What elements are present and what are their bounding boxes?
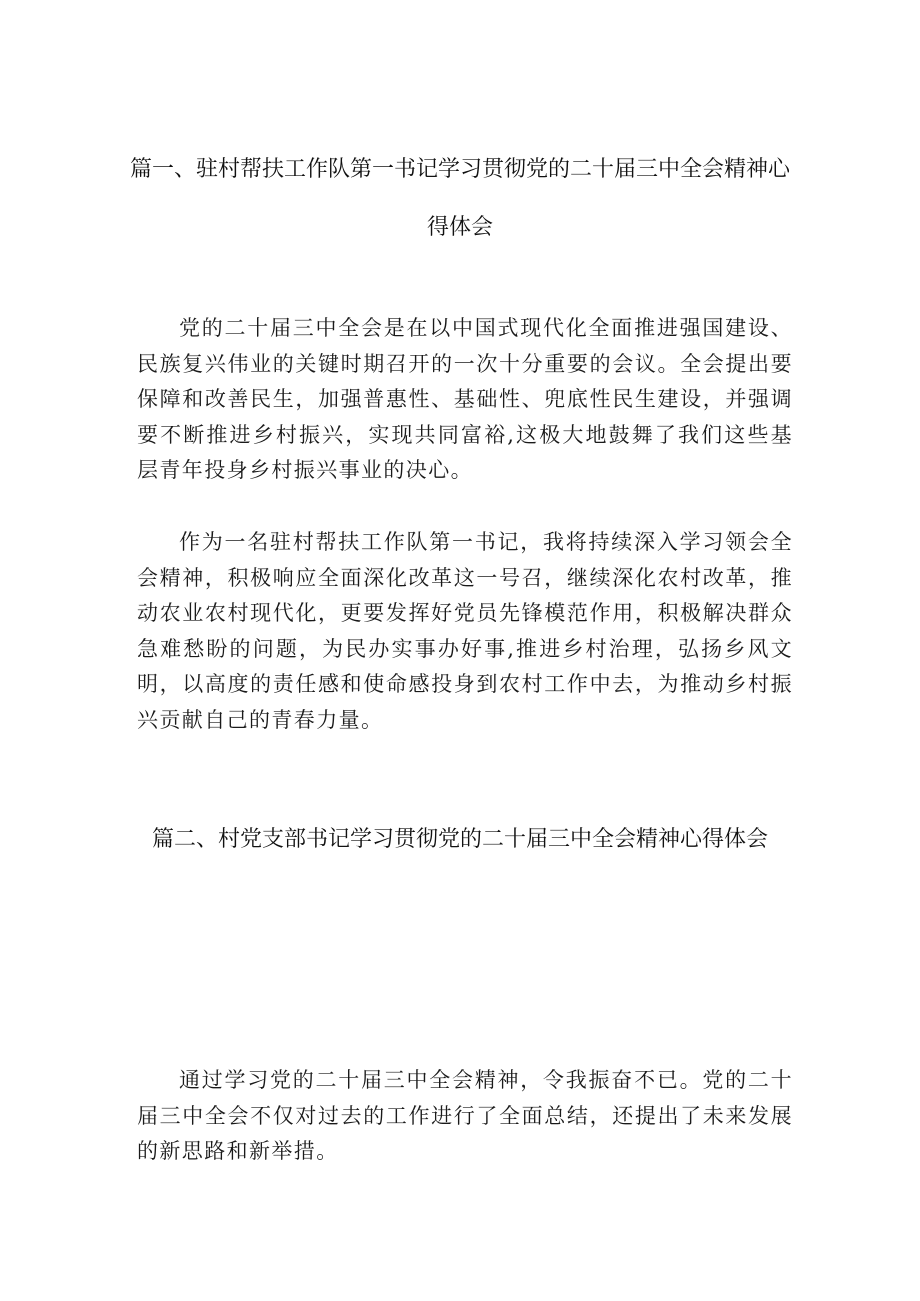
section-1-paragraph-1: 党的二十届三中全会是在以中国式现代化全面推进强国建设、民族复兴伟业的关键时期召开的一次十分重要的会议。全会提出要保障和改善民生，加强普惠性、基础性、兜底性民生建设，并强调要不断推进乡村振兴，实现共同富裕,这极大地鼓舞了我们这些基层青年投身乡村振兴事业的决心。 (137, 316, 793, 482)
section-2-title: 篇二、村党支部书记学习贯彻党的二十届三中全会精神心得体会 (151, 827, 768, 852)
section-1-paragraph-2: 作为一名驻村帮扶工作队第一书记，我将持续深入学习领会全会精神，积极响应全面深化改革这一号召，继续深化农村改革，推动农业农村现代化，更要发挥好党员先锋模范作用，积极解决群众急难愁盼的问题，为民办实事办好事,推进乡村治理，弘扬乡风文明，以高度的责任感和使命感投身到农村工作中去，为推动乡村振兴贡献自己的青春力量。 (137, 530, 793, 732)
section-1-title: 篇一、驻村帮扶工作队第一书记学习贯彻党的二十届三中全会精神心得体会 (129, 157, 790, 240)
section-2-paragraph-1: 通过学习党的二十届三中全会精神，令我振奋不已。党的二十届三中全会不仅对过去的工作进行了全面总结，还提出了未来发展的新思路和新举措。 (137, 1068, 793, 1163)
